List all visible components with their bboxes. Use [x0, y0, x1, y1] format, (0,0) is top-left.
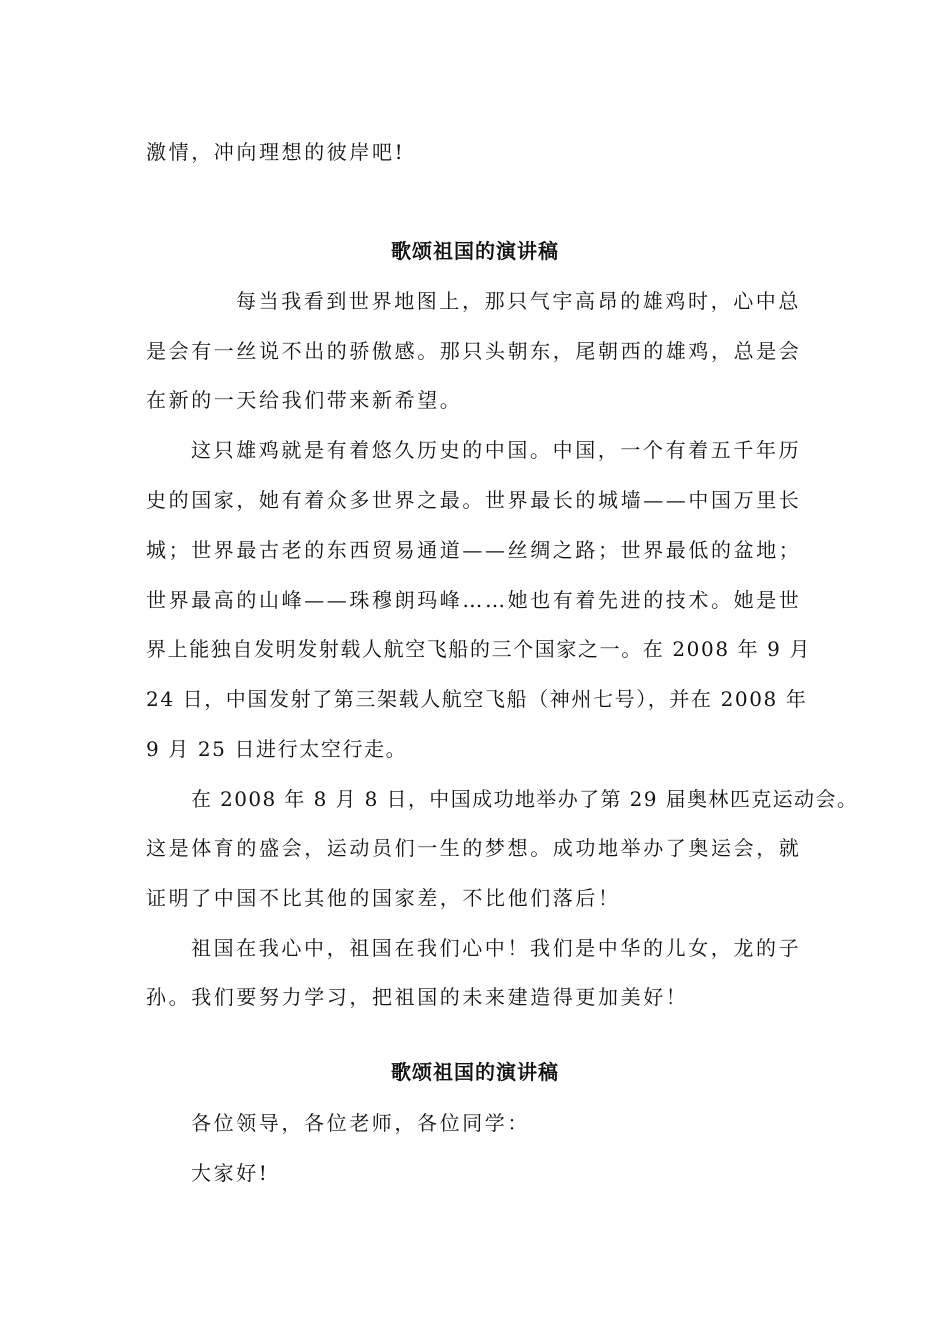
paragraph-line: 孙。我们要努力学习，把祖国的未来建造得更加美好！ [146, 985, 689, 1009]
paragraph-line: 世界最高的山峰——珠穆朗玛峰……她也有着先进的技术。她是世 [146, 588, 802, 612]
paragraph-line: 是会有一丝说不出的骄傲感。那只头朝东，尾朝西的雄鸡，总是会 [146, 339, 802, 363]
paragraph-line: 城；世界最古老的东西贸易通道——丝绸之路；世界最低的盆地； [146, 538, 802, 562]
paragraph-line: 9 月 25 日进行太空行走。 [146, 737, 408, 761]
paragraph-line: 界上能独自发明发射载人航空飞船的三个国家之一。在 2008 年 9 月 [146, 637, 812, 661]
paragraph-line: 每当我看到世界地图上，那只气宇高昂的雄鸡时，心中总 [236, 289, 801, 313]
salutation-line: 各位领导，各位老师，各位同学： [191, 1111, 530, 1135]
paragraph-line: 在 2008 年 8 月 8 日，中国成功地举办了第 29 届奥林匹克运动会。 [191, 787, 859, 811]
paragraph-line: 祖国在我心中，祖国在我们心中！我们是中华的儿女，龙的子 [191, 936, 802, 960]
paragraph-line: 24 日，中国发射了第三架载人航空飞船（神州七号），并在 2008 年 [146, 687, 808, 711]
speech-title: 歌颂祖国的演讲稿 [391, 239, 559, 263]
paragraph-line: 史的国家，她有着众多世界之最。世界最长的城墙——中国万里长 [146, 488, 802, 512]
intro-closing-line: 激情，冲向理想的彼岸吧! [146, 140, 406, 164]
greeting-line: 大家好! [191, 1161, 270, 1185]
paragraph-line: 证明了中国不比其他的国家差，不比他们落后！ [146, 886, 621, 910]
paragraph-line: 这只雄鸡就是有着悠久历史的中国。中国，一个有着五千年历 [191, 438, 802, 462]
paragraph-line: 这是体育的盛会，运动员们一生的梦想。成功地举办了奥运会，就 [146, 836, 802, 860]
paragraph-line: 在新的一天给我们带来新希望。 [146, 388, 463, 412]
speech-title: 歌颂祖国的演讲稿 [391, 1060, 559, 1084]
